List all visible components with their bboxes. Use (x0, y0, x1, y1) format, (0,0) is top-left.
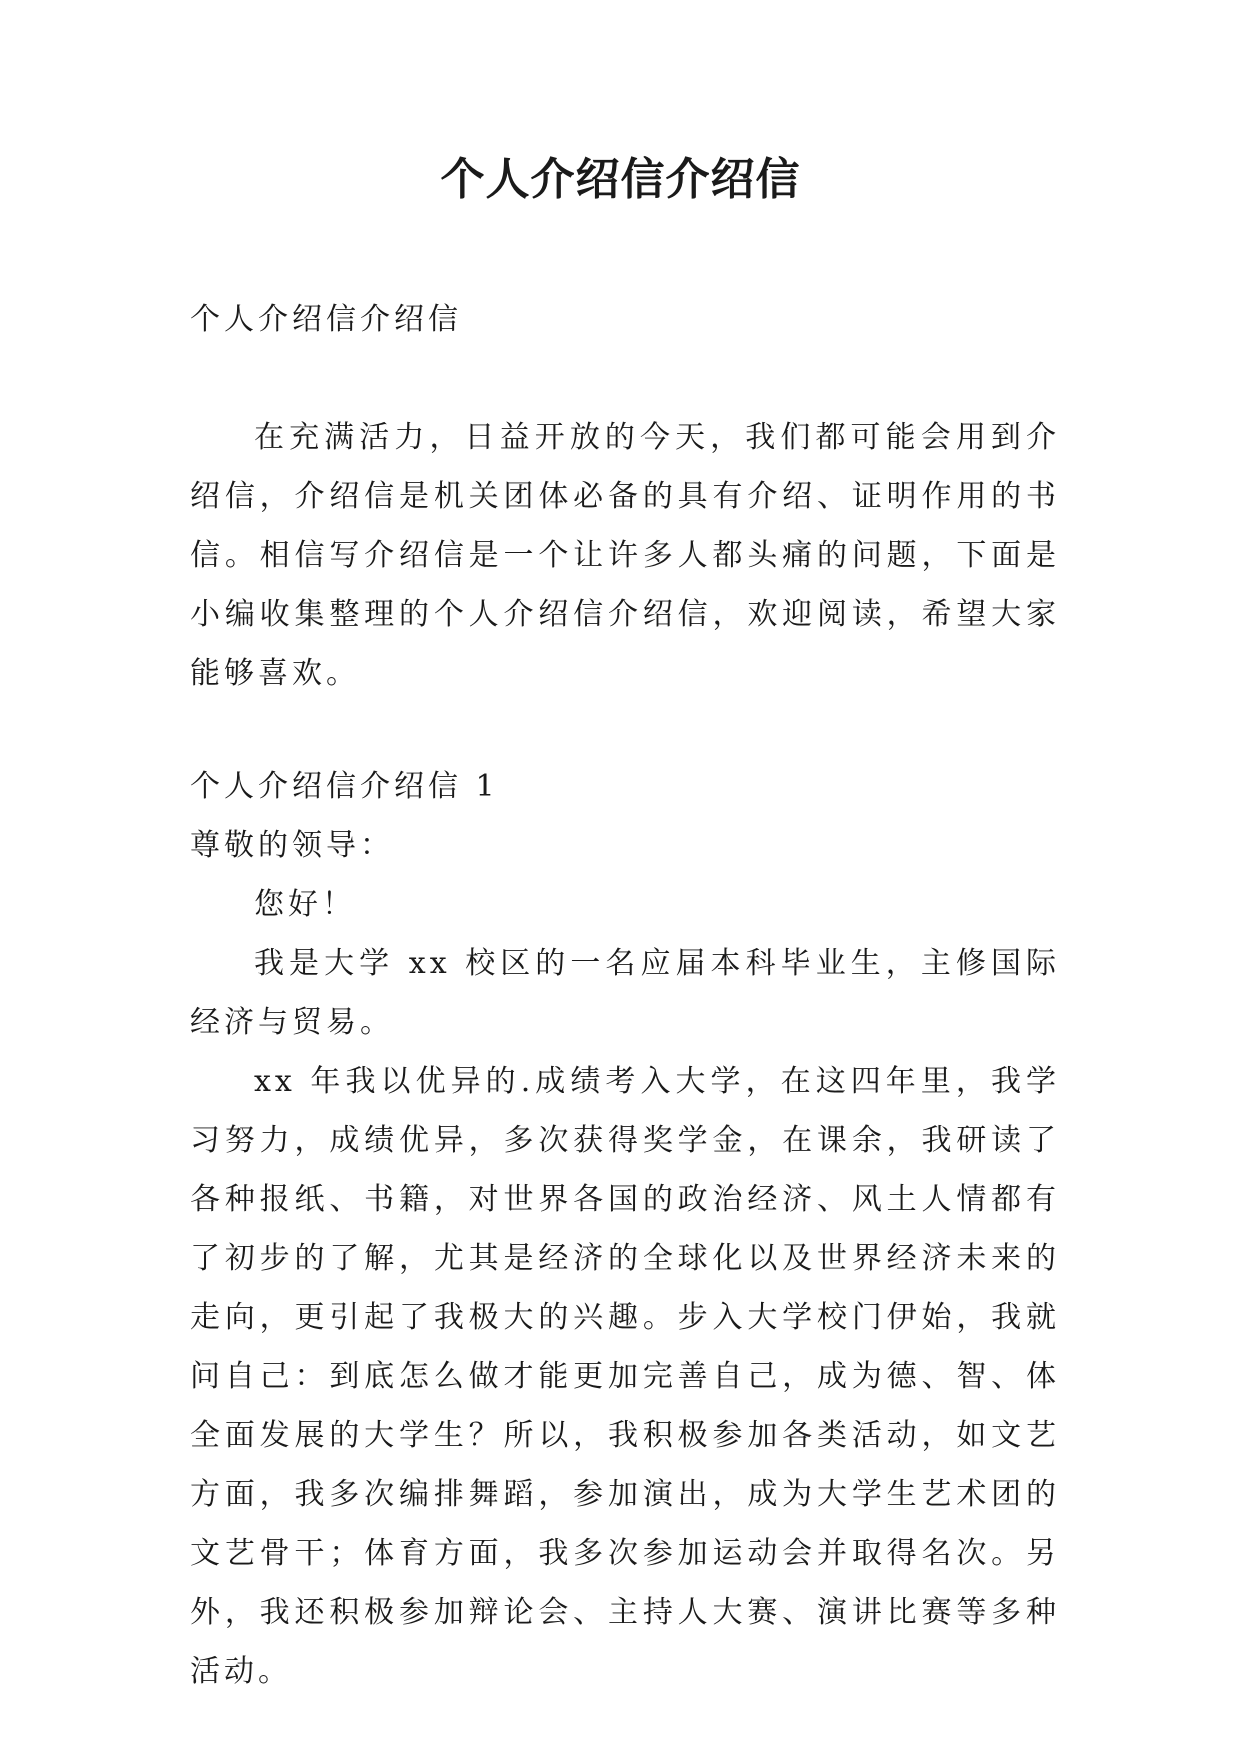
body-paragraph-2: xx 年我以优异的.成绩考入大学，在这四年里，我学习努力，成绩优异，多次获得奖学金，在课余，我研读了各种报纸、书籍，对世界各国的政治经济、风土人情都有了初步的了解，尤其是经济的全球化以及世界经济未来的走向，更引起了我极大的兴趣。步入大学校门伊始，我就问自己：到底怎么做才能更加完善自己，成为德、智、体全面发展的大学生？所以，我积极参加各类活动，如文艺方面，我多次编排舞蹈，参加演出，成为大学生艺术团的文艺骨干；体育方面，我多次参加运动会并取得名次。另外，我还积极参加辩论会、主持人大赛、演讲比赛等多种活动。 (190, 1064, 1060, 1689)
greeting: 您好！ (254, 887, 356, 922)
page-title: 个人介绍信介绍信 (440, 154, 801, 205)
document-subtitle: 个人介绍信介绍信 (190, 302, 462, 337)
section-heading: 个人介绍信介绍信 1 (190, 769, 499, 804)
intro-paragraph: 在充满活力，日益开放的今天，我们都可能会用到介绍信，介绍信是机关团体必备的具有介绍、证明作用的书信。相信写介绍信是一个让许多人都头痛的问题，下面是小编收集整理的个人介绍信介绍信，欢迎阅读，希望大家能够喜欢。 (190, 420, 1060, 691)
body-paragraph-1: 我是大学 xx 校区的一名应届本科毕业生，主修国际经济与贸易。 (190, 946, 1060, 1040)
salutation: 尊敬的领导： (190, 828, 394, 863)
document-body (190, 290, 1060, 1701)
